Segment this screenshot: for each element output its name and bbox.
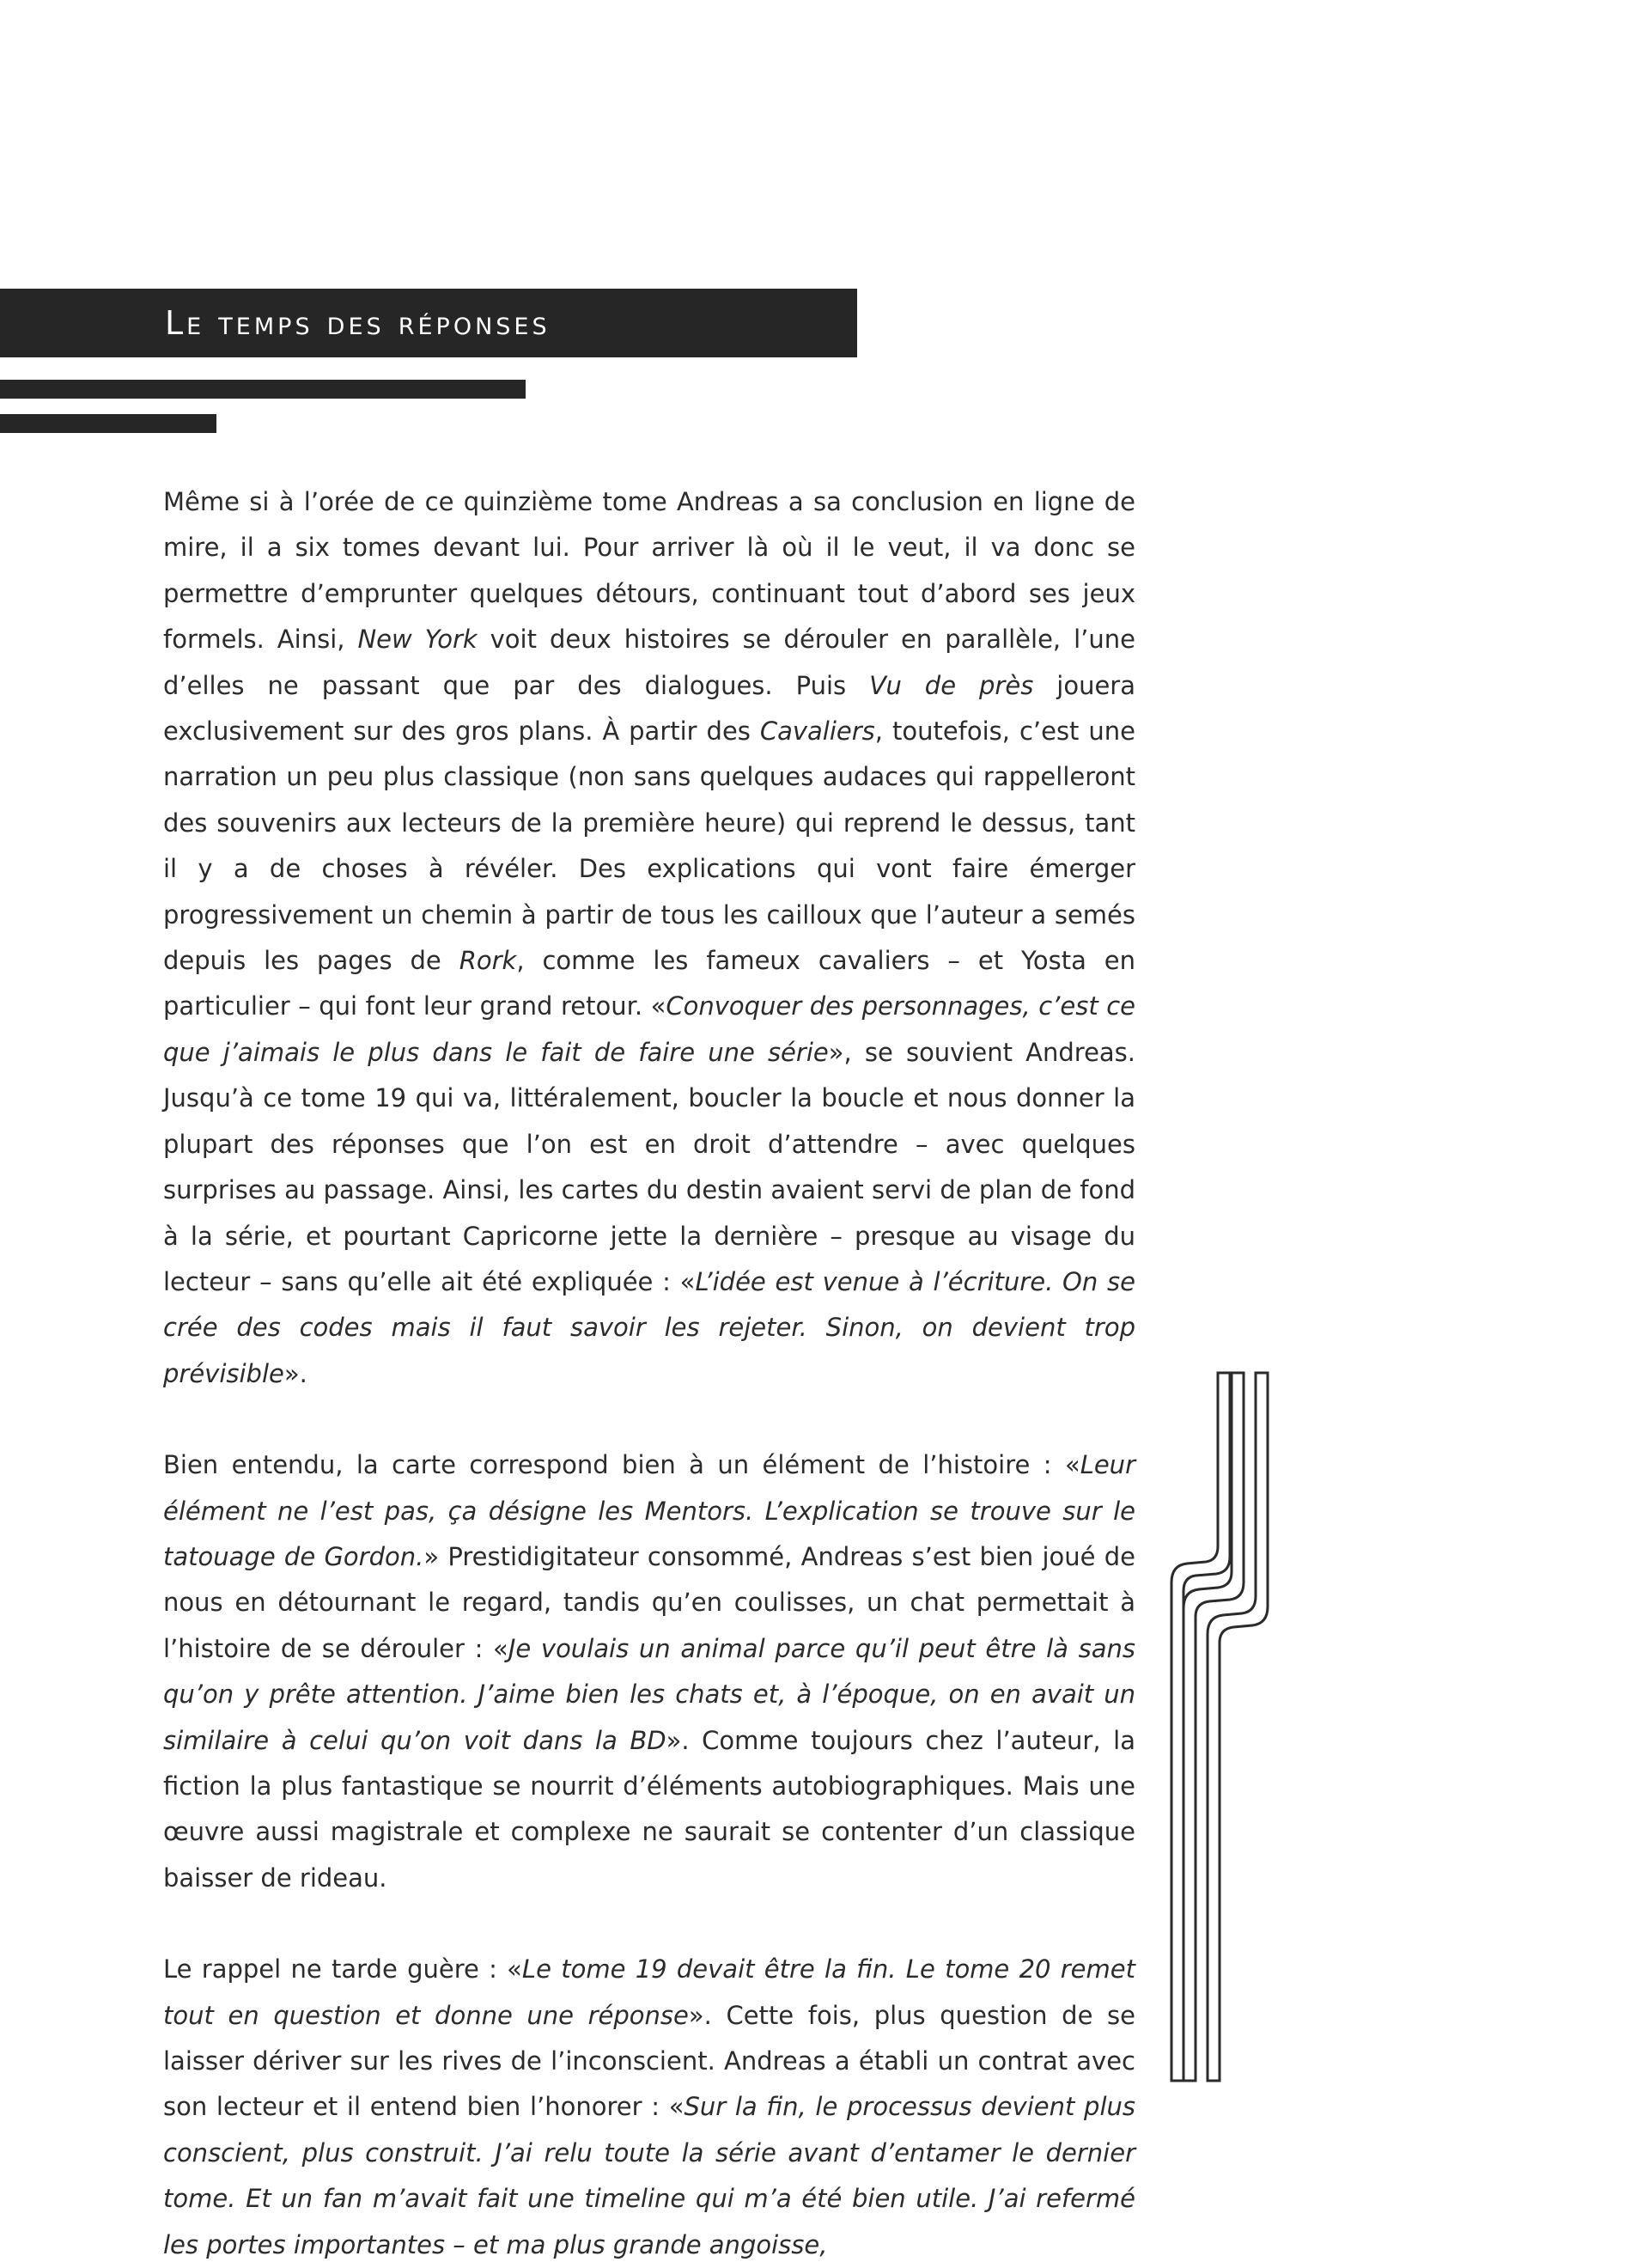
italic-run: Vu de près [869,670,1034,700]
italic-run: Sur la fin, le processus devient plus conscient, plus construit. J’ai relu toute la série avant d’entamer le dernier tome. Et un fan m’avait fait une timeline qui m’a été bien utile. J’ai refermé les portes importantes – et ma plus grande angoisse, [163,2092,1135,2259]
text-run: » Prestidigitateur consommé, Andreas s’est bien joué de nous en détournant le regard, tandis qu’en coulisses, un chat permettait à l’histoire de se dérouler : « [163,1541,1136,1663]
text-run: , comme les fameux cavaliers – et Yosta en particulier – qui font leur grand retour. « [163,946,1135,1021]
decorative-line-ornament [1170,1366,1271,2088]
text-run: Bien entendu, la carte correspond bien à un élément de l’histoire : « [163,1450,1080,1480]
italic-run: Rork [459,946,517,976]
section-title-bar [0,289,857,357]
text-run: voit deux histoires se dérouler en parallèle, l’une d’elles ne passant que par des dialogues. Puis [163,625,1135,700]
article-body [163,479,1135,2268]
paragraph-2 [163,1442,1135,1901]
text-run: Même si à l’orée de ce quinzième tome Andreas a sa conclusion en ligne de mire, il a six tomes devant lui. Pour arriver là où il le veut, il va donc se permettre d’emprunter quelques détours, continuant tout d’abord ses jeux formels. Ainsi, [163,487,1135,655]
text-run: », se souvient Andreas. Jusqu’à ce tome 19 qui va, littéralement, boucler la boucle et nous donner la plupart des réponses que l’on est en droit d’attendre – avec quelques surprises au passage. Ainsi, les cartes du destin avaient servi de plan de fond à la série, et pourtant Capricorne jette la dernière – presque au visage du lecteur – sans qu’elle ait été expliquée : « [163,1037,1136,1296]
text-run: ». Cette fois, plus question de se laisser dériver sur les rives de l’inconscient. Andreas a établi un contrat avec son lecteur et il entend bien l’honorer : « [163,2000,1135,2122]
text-run: jouera exclusivement sur des gros plans. À partir des [163,670,1136,747]
italic-run: Je voulais un animal parce qu’il peut être là sans qu’on y prête attention. J’aime bien les chats et, à l’époque, on en avait un similaire à celui qu’on voit dans la BD [163,1633,1135,1755]
paragraph-3 [163,1947,1135,2268]
paragraph-1 [163,479,1135,1397]
text-run: Le rappel ne tarde guère : « [163,1954,522,1984]
italic-run: Le tome 19 devait être la fin. Le tome 20 remet tout en question et donne une réponse [163,1954,1135,2030]
italic-run: New York [357,625,478,655]
text-run: , toutefois, c’est une narration un peu plus classique (non sans quelques audaces qui rappelleront des souvenirs aux lecteurs de la première heure) qui reprend le dessus, tant il y a de choses à révéler. Des explications qui vont faire émerger progressivement un chemin à partir de tous les cailloux que l’auteur a semés depuis les pages de [163,716,1135,976]
italic-run: Cavaliers [759,716,875,747]
text-run: ». Comme toujours chez l’auteur, la fiction la plus fantastique se nourrit d’éléments autobiographiques. Mais une œuvre aussi magistrale et complexe ne saurait se contenter d’un classique baisser de rideau. [163,1725,1135,1893]
italic-run: L’idée est venue à l’écriture. On se crée des codes mais il faut savoir les rejeter. Sinon, on devient trop prévisible [163,1266,1135,1388]
decorative-stripe-short [0,414,216,433]
text-run: ». [283,1358,307,1388]
decorative-stripe-long [0,380,526,399]
italic-run: Convoquer des personnages, c’est ce que j’aimais le plus dans le fait de faire une série [163,991,1136,1067]
italic-run: Leur élément ne l’est pas, ça désigne les Mentors. L’explication se trouve sur le tatouage de Gordon. [163,1450,1135,1571]
section-title: Le temps des réponses [165,304,551,342]
